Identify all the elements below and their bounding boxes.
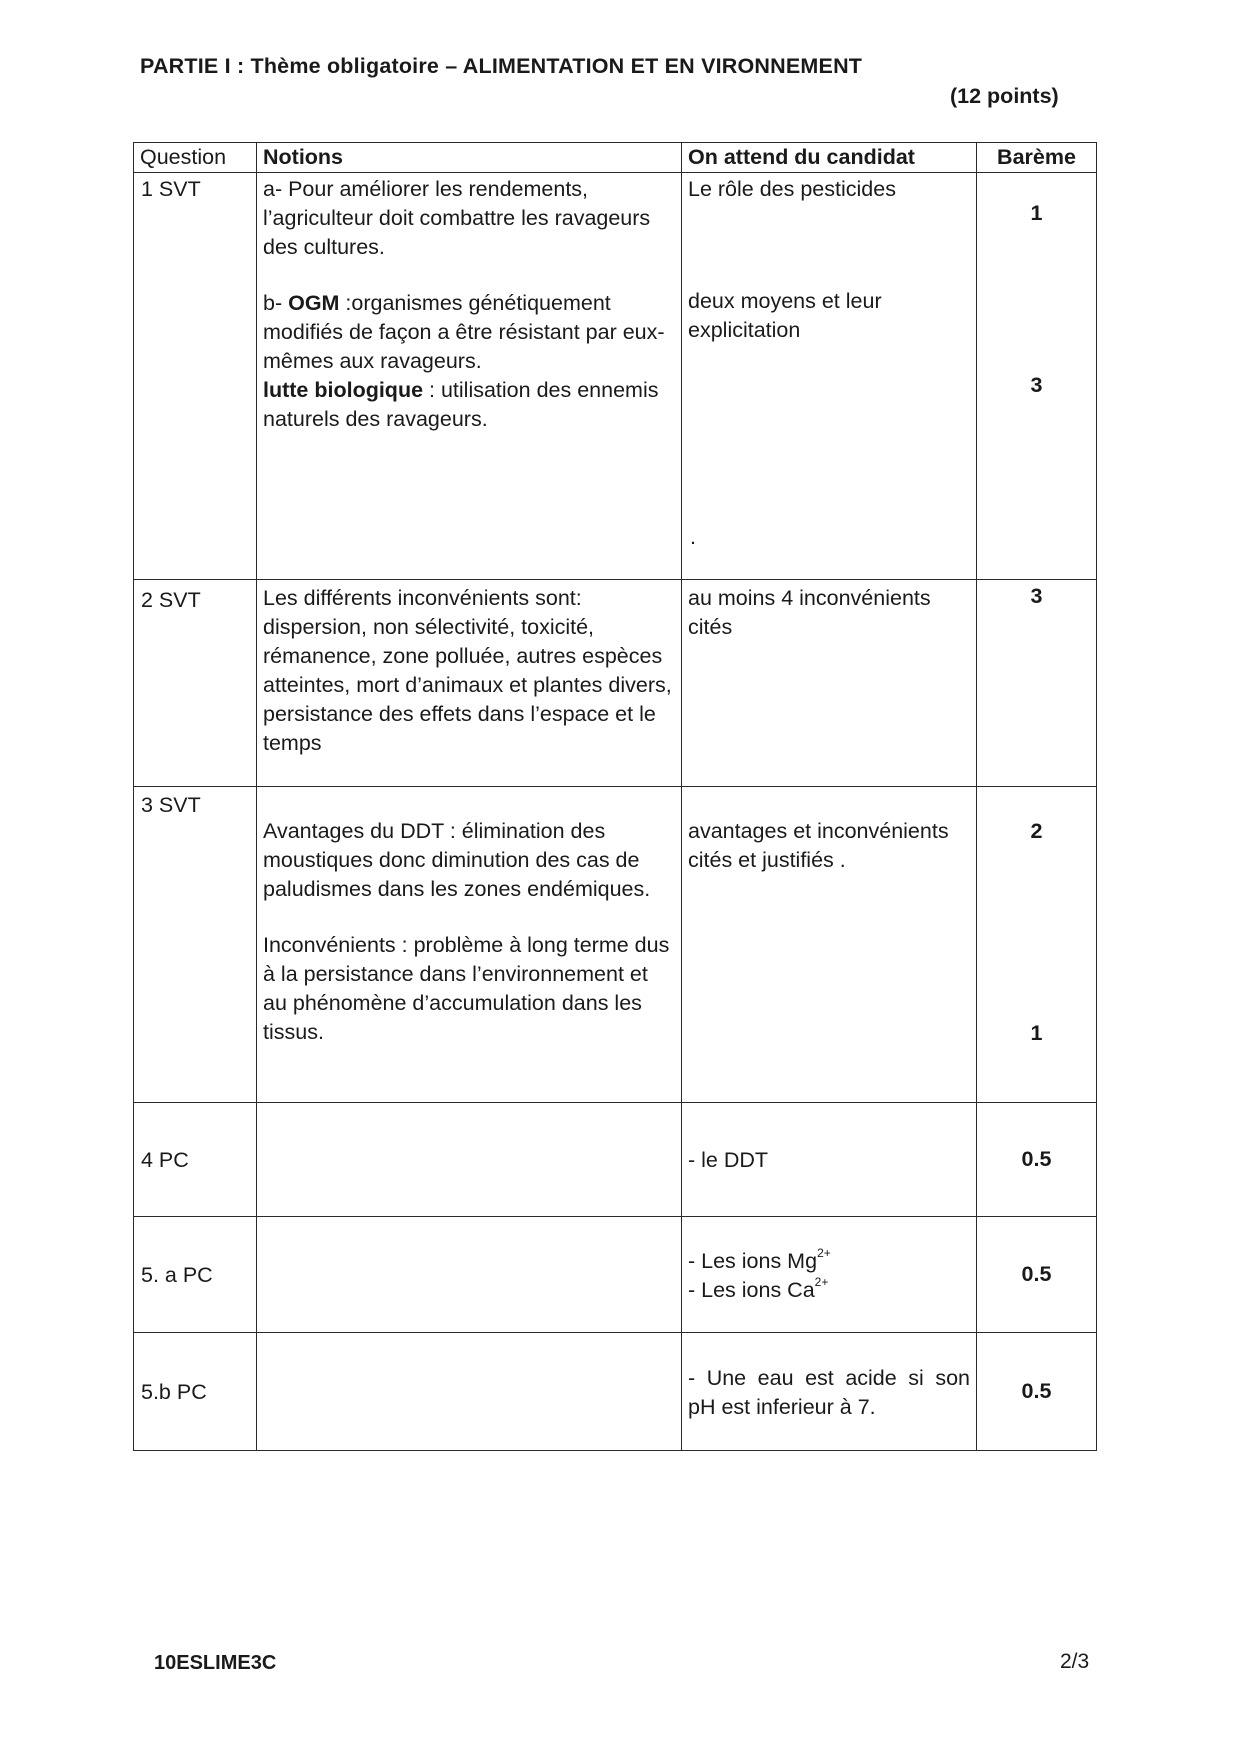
table-row: [134, 787, 1097, 1103]
table-row: [134, 1333, 1097, 1451]
notion-a: a- Pour améliorer les rendements, l’agriculteur doit combattre les ravageurs des cultures.: [263, 177, 651, 259]
bareme-cell: 0.5: [977, 1103, 1097, 1217]
notions-cell: [257, 787, 682, 1103]
page-title: PARTIE I : Thème obligatoire – ALIMENTATION ET EN VIRONNEMENT: [140, 54, 863, 78]
notion-inconvenients: Inconvénients : problème à long terme dus à la persistance dans l’environnement et au phénomène d’accumulation dans les tissus.: [263, 933, 670, 1044]
notions-cell: [257, 1217, 682, 1333]
bareme-value: 3: [1030, 373, 1043, 397]
bareme-value: 2: [1030, 819, 1043, 843]
points-label: (12 points): [950, 84, 1059, 108]
ogm-term: OGM: [288, 291, 340, 315]
question-cell: 2 SVT: [134, 580, 257, 787]
question-cell: 5. a PC: [134, 1217, 257, 1333]
notions-cell: [257, 1103, 682, 1217]
notion-avantages: Avantages du DDT : élimination des moustiques donc diminution des cas de paludismes dans les zones endémiques.: [263, 819, 651, 901]
table-row: [134, 1217, 1097, 1333]
page-number: 2/3: [1060, 1650, 1090, 1673]
bareme-value: 1: [1030, 1021, 1043, 1045]
bareme-value: 1: [1030, 201, 1043, 225]
attend-a: Le rôle des pesticides: [688, 177, 896, 201]
question-cell: 1 SVT: [134, 173, 257, 580]
attend-cell: avantages et inconvénients cités et justifiés .: [682, 787, 977, 1103]
ion-ca: - Les ions $Ca^{2+}$: [688, 1275, 829, 1302]
answer-table: [133, 142, 1097, 1451]
notions-cell: Les différents inconvénients sont: dispersion, non sélectivité, toxicité, rémanence, zone polluée, autres espèces atteintes, mort d’animaux et plantes divers, persistance des effets dans l’espace et le temps: [257, 580, 682, 787]
notions-cell: [257, 1333, 682, 1451]
lutte-term: lutte biologique: [263, 378, 424, 402]
notion-b: b- OGM :organismes génétiquement modifiés de façon a être résistant par eux-mêmes aux ravageurs.: [263, 291, 665, 373]
table-row: [134, 1103, 1097, 1217]
stray-dot: .: [690, 525, 696, 549]
attend-cell: au moins 4 inconvénients cités: [682, 580, 977, 787]
document-code: 10ESLIME3C: [154, 1652, 277, 1674]
attend-b: deux moyens et leur explicitation: [688, 289, 882, 342]
bareme-cell: 0.5: [977, 1333, 1097, 1451]
header-notions: Notions: [257, 143, 682, 173]
header-bareme: Barème: [977, 143, 1097, 173]
notion-c: lutte biologique : utilisation des ennemis naturels des ravageurs.: [263, 378, 659, 431]
question-cell: 3 SVT: [134, 787, 257, 1103]
header-attend: On attend du candidat: [682, 143, 977, 173]
bareme-cell: 0.5: [977, 1217, 1097, 1333]
table-header-row: [134, 143, 1097, 173]
bareme-cell: [977, 787, 1097, 1103]
bareme-cell: [977, 173, 1097, 580]
ion-mg: - Les ions $Mg^{2+}$: [688, 1246, 831, 1273]
question-cell: 4 PC: [134, 1103, 257, 1217]
attend-cell: [682, 1217, 977, 1333]
bareme-cell: [977, 580, 1097, 787]
header-question: Question: [134, 143, 257, 173]
table-row: [134, 580, 1097, 787]
table-row: [134, 173, 1097, 580]
notions-cell: [257, 173, 682, 580]
question-cell: 5.b PC: [134, 1333, 257, 1451]
attend-cell: - Une eau est acide si son pH est inferieur à 7.: [682, 1333, 977, 1451]
attend-cell: [682, 173, 977, 580]
bareme-value: 3: [1030, 584, 1043, 608]
attend-cell: - le DDT: [682, 1103, 977, 1217]
